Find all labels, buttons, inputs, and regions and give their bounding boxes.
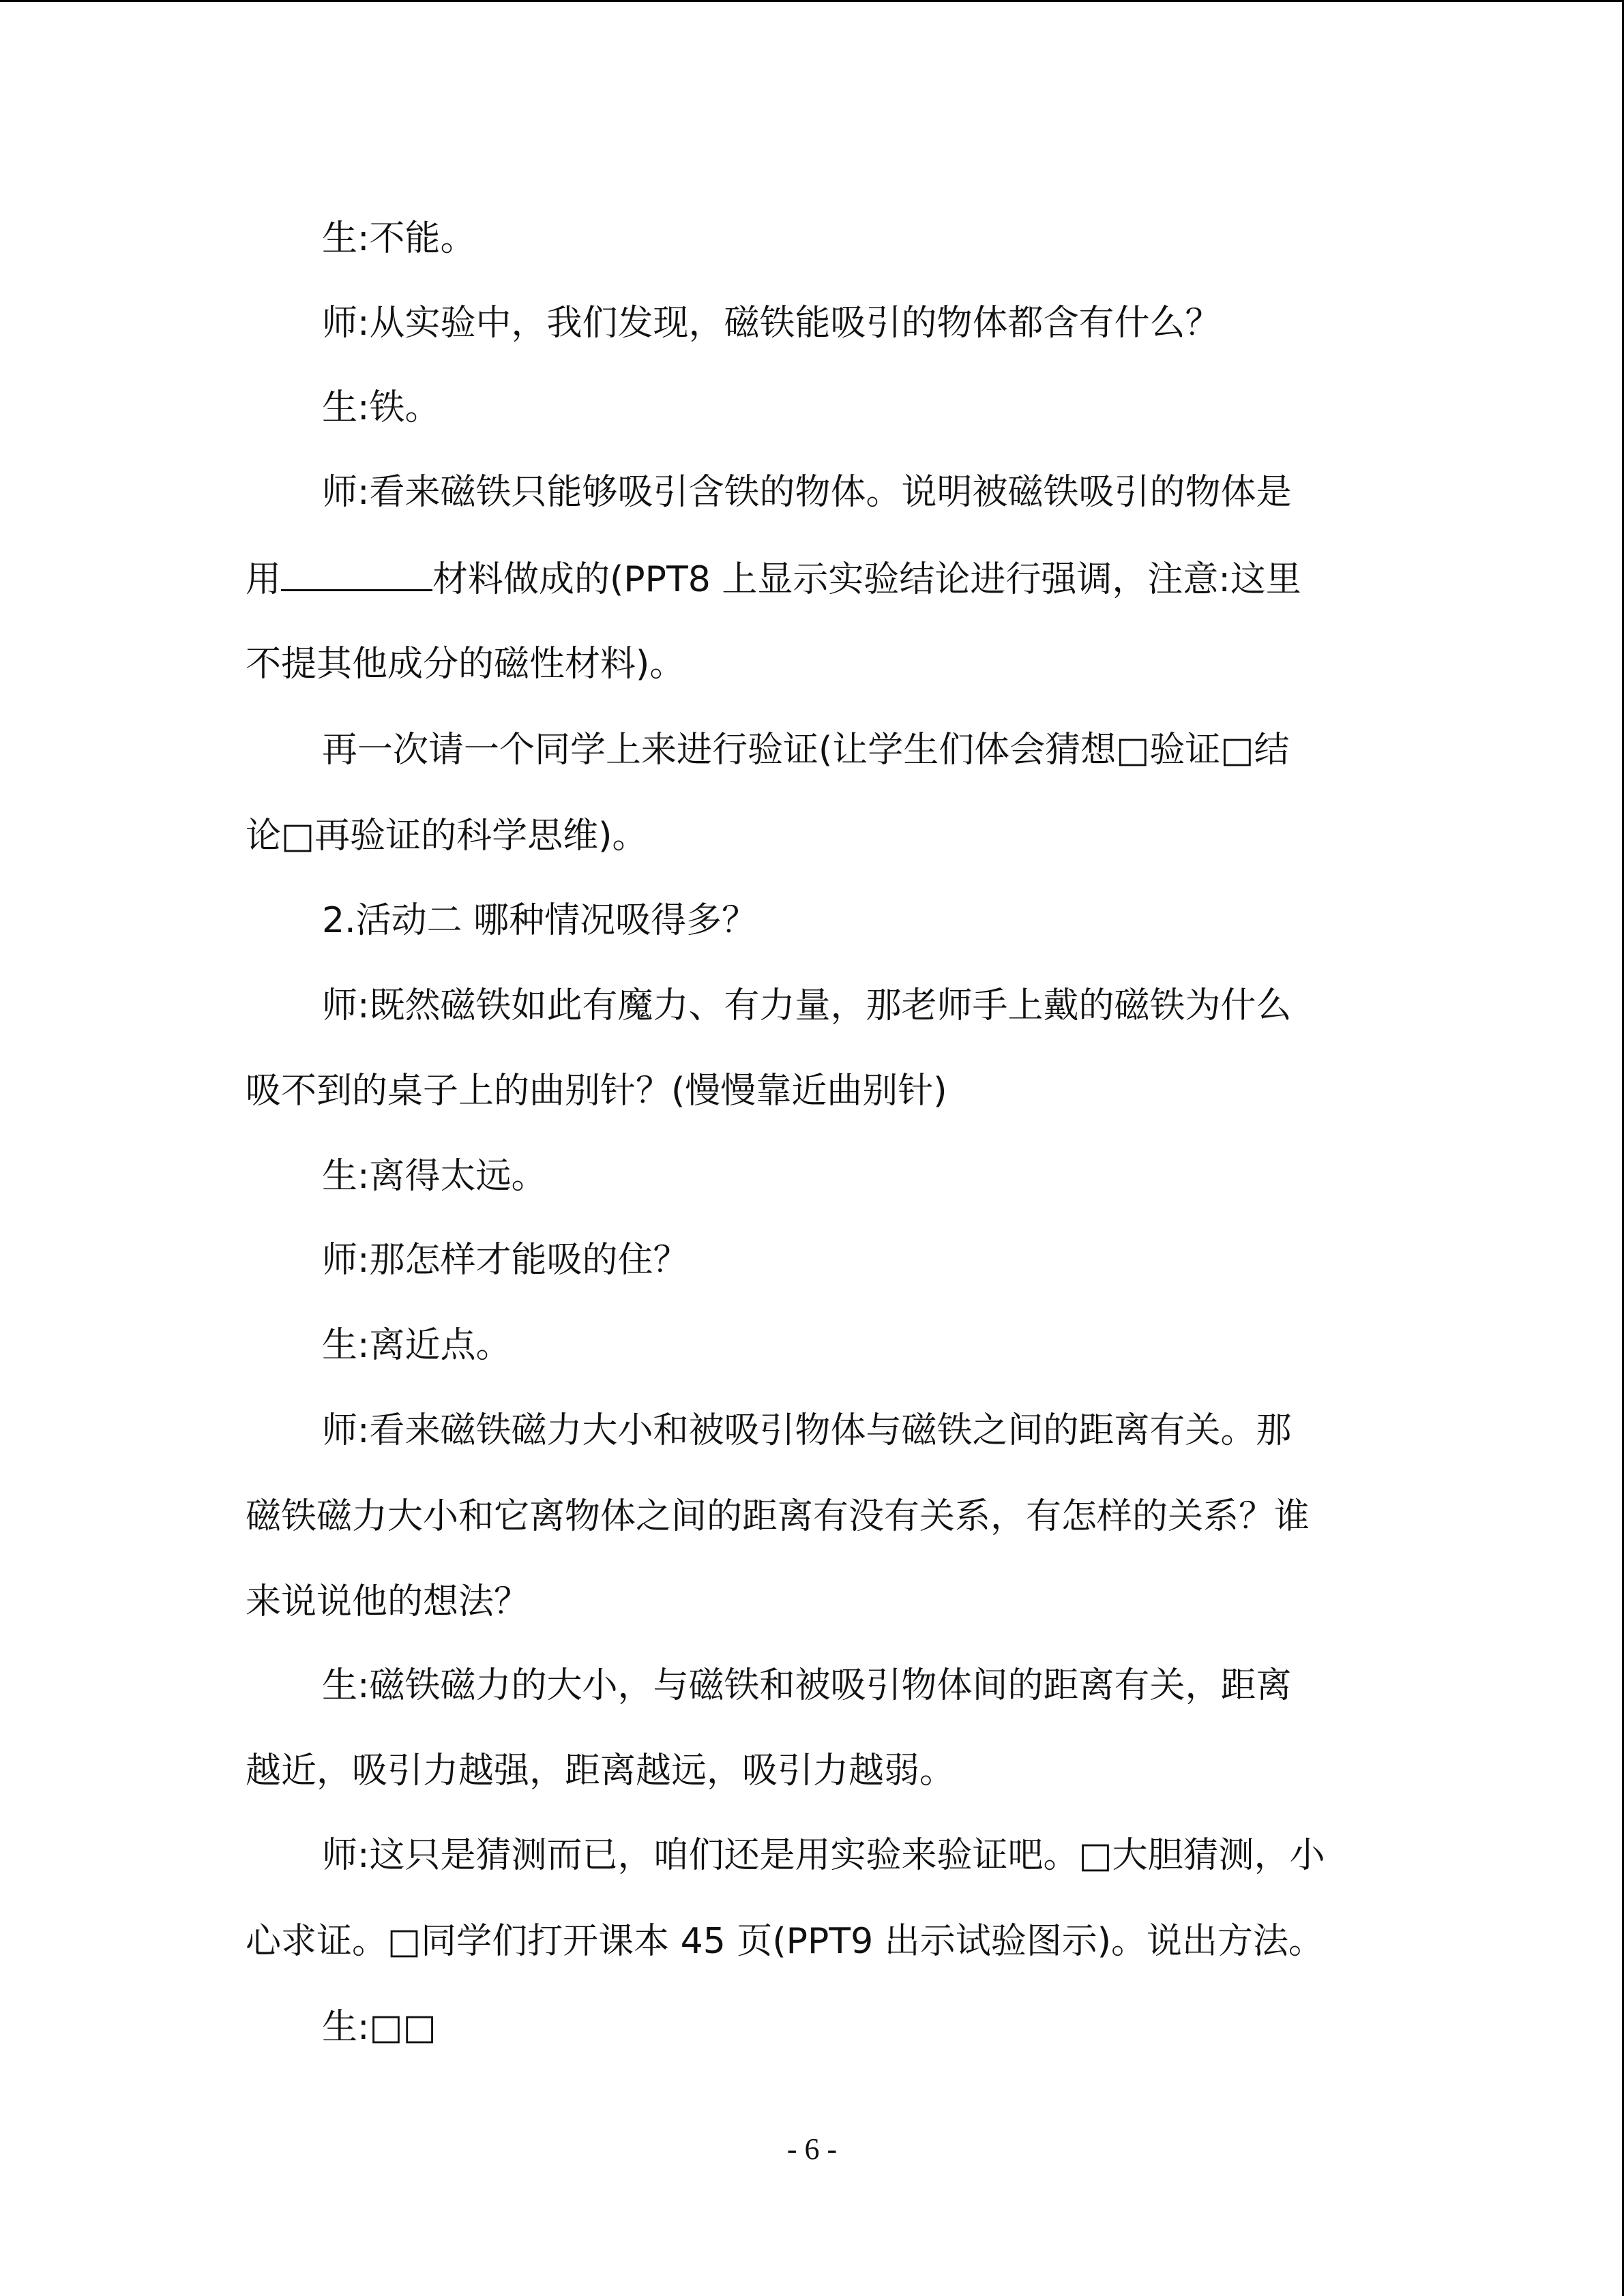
paragraph-line: 生:磁铁磁力的大小，与磁铁和被吸引物体间的距离有关，距离: [322, 1665, 1292, 1706]
paragraph-line: 生:不能。: [322, 218, 476, 259]
paragraph-line: 生:□□: [322, 2007, 437, 2048]
paragraph-line: 师:从实验中，我们发现，磁铁能吸引的物体都含有什么？: [322, 303, 1221, 344]
paragraph-line-with-blank: [246, 556, 1301, 601]
paragraph-line: 师:看来磁铁磁力大小和被吸引物体与磁铁之间的距离有关。那: [322, 1410, 1292, 1451]
paragraph-line: 越近，吸引力越强，距离越远，吸引力越弱。: [246, 1750, 956, 1791]
paragraph-line: 心求证。□同学们打开课本 45 页(PPT9 出示试验图示)。说出方法。: [246, 1921, 1325, 1962]
paragraph-line: 再一次请一个同学上来进行验证(让学生们体会猜想□验证□结: [322, 730, 1290, 771]
paragraph-line: 师:看来磁铁只能够吸引含铁的物体。说明被磁铁吸引的物体是: [322, 472, 1292, 513]
section-heading: 2.活动二 哪种情况吸得多？: [322, 900, 758, 941]
paragraph-line: 论□再验证的科学思维)。: [246, 816, 648, 856]
paragraph-line: 师:这只是猜测而已，咱们还是用实验来验证吧。□大胆猜测，小: [322, 1835, 1325, 1876]
paragraph-line: 不提其他成分的磁性材料)。: [246, 644, 685, 685]
page-number: - 6 -: [786, 2132, 838, 2166]
line-end-text: 材料做成的(PPT8 上显示实验结论进行强调，注意:这里: [432, 559, 1301, 600]
paragraph-line: 师:那怎样才能吸的住？: [322, 1240, 689, 1281]
line-start-text: 用: [246, 559, 282, 600]
page-top-border: [0, 0, 1624, 2]
paragraph-line: 生:铁。: [322, 387, 441, 428]
paragraph-line: 生:离得太远。: [322, 1156, 547, 1197]
paragraph-line: 磁铁磁力大小和它离物体之间的距离有没有关系，有怎样的关系？谁: [246, 1496, 1310, 1537]
fill-in-blank: [281, 556, 432, 591]
paragraph-line: 吸不到的桌子上的曲别针？(慢慢靠近曲别针): [246, 1071, 947, 1112]
paragraph-line: 生:离近点。: [322, 1325, 512, 1366]
paragraph-line: 来说说他的想法？: [246, 1581, 530, 1622]
paragraph-line: 师:既然磁铁如此有魔力、有力量，那老师手上戴的磁铁为什么: [322, 985, 1292, 1026]
